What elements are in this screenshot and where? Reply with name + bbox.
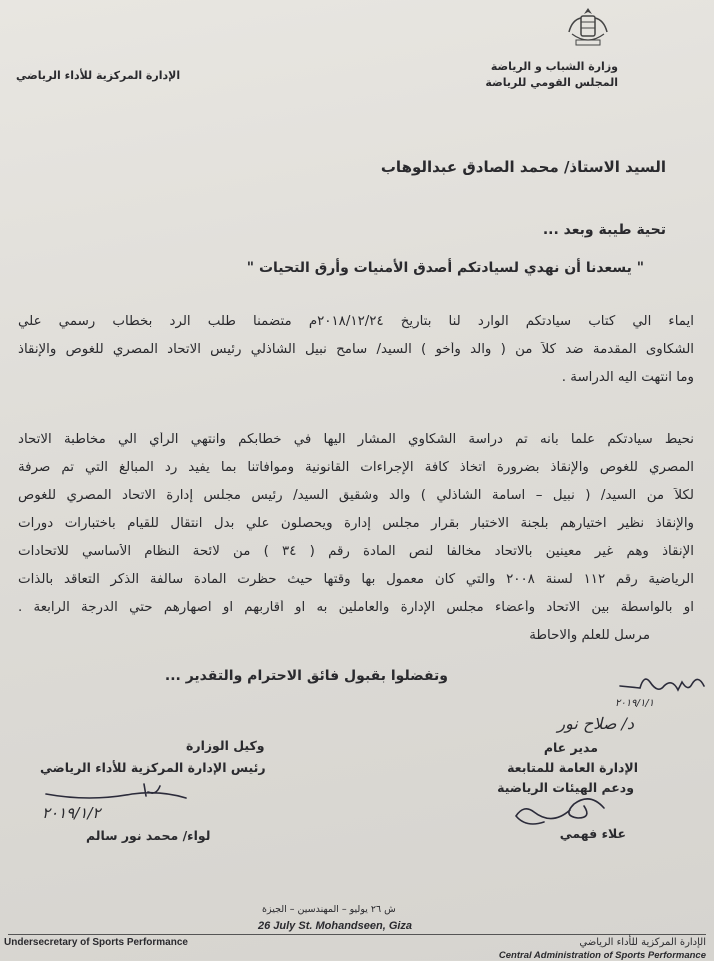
para2-line: او بالواسطة بين الاتحاد وأعضاء مجلس الإدارة والعاملين به او أقاربهم او اصهارهم حتي الدرجة الرابعة .: [18, 600, 694, 615]
closing-line: وتفضلوا بقبول فائق الاحترام والتقدير ...: [164, 668, 448, 684]
eagle-emblem-icon: [566, 4, 610, 58]
footer-divider: [8, 934, 706, 935]
para2-line: الإنقاذ وهم غير معينين بالاتحاد مخالفاً لنص المادة رقم ( ٣٤ ) من لائحة النظام الأساسي للاتحادات: [18, 544, 694, 559]
header-council: المجلس القومي للرياضة: [485, 76, 618, 89]
left-title-2: رئيس الإدارة المركزية للأداء الرياضي: [40, 760, 266, 775]
addressee: السيد الاستاذ/ محمد الصادق عبدالوهاب: [380, 158, 666, 176]
para1-line: الشكاوى المقدمة ضد كلاً من ( والد وأخو ) السيد/ سامح نبيل الشاذلي رئيس الاتحاد المصري للغوص والإنقاذ: [18, 342, 694, 357]
left-signer-name: لواء/ محمد نور سالم: [86, 828, 211, 843]
footer-address-ar: ش ٢٦ يوليو – المهندسين – الجيزة: [262, 904, 396, 915]
footer-right-en: Central Administration of Sports Performance: [498, 950, 706, 961]
footer-address-en: 26 July St. Mohandseen, Giza: [258, 920, 413, 932]
para2-line: والإنقاذ نظير اختيارهم بلجنة الاختبار بقرار مجلس إدارة ويحصلون علي بدل انتقال للقيام باختبارات دورات: [18, 516, 694, 531]
para2-line: لكلاً من السيد/ ( نبيل – اسامة الشاذلي ) والد وشقيق السيد/ رئيس مجلس إدارة الاتحاد المصري للغوص: [18, 488, 694, 503]
handwritten-name-right: د/ صلاح نور: [557, 714, 634, 733]
left-signature-scribble-icon: [40, 778, 190, 806]
right-title-3: ودعم الهيئات الرياضية: [497, 780, 634, 795]
footer-right-ar: الإدارة المركزية للأداء الرياضي: [579, 937, 706, 948]
greeting: تحية طيبة وبعد ...: [542, 222, 666, 238]
wishes-line: " يسعدنا أن نهدي لسيادتكم أصدق الأمنيات وأرق التحيات ": [246, 260, 644, 276]
footer-left-en: Undersecretary of Sports Performance: [4, 937, 188, 948]
para1-line: ايماء الي كتاب سيادتكم الوارد لنا بتاريخ ٢٠١٨/١٢/٢٤م متضمناً طلب الرد بخطاب رسمي علي: [18, 314, 694, 329]
header-ministry: وزارة الشباب و الرياضة: [490, 60, 618, 73]
left-title-1: وكيل الوزارة: [186, 738, 265, 753]
right-signer-name: علاء فهمي: [559, 826, 626, 841]
handwritten-date-right: ٢٠١٩/١/١: [615, 698, 654, 709]
handwritten-signature-icon: [600, 660, 710, 700]
sent-for-info: مرسل للعلم والاحاطة: [529, 628, 650, 643]
para2-line: المصري للغوص والإنقاذ بضرورة اتخاذ كافة الإجراءات القانونية وموافاتنا بما يفيد رد المبالغ التي تم صرفة: [18, 460, 694, 475]
right-title-1: مدير عام: [543, 740, 598, 755]
header-left-admin: الإدارة المركزية للأداء الرياضي: [16, 69, 181, 82]
para2-line: الرياضية رقم ١١٢ لسنة ٢٠٠٨ والتي كان معمول بها وقتها حيث حظرت المادة سالفة الذكر التعاقد بالذات: [18, 572, 694, 587]
right-title-2: الإدارة العامة للمتابعة: [507, 760, 638, 775]
para1-line: وما انتهت اليه الدراسة .: [561, 370, 694, 385]
para2-line: نحيط سيادتكم علماً بانه تم دراسة الشكاوي المشار اليها في خطابكم وانتهي الرأي الي مخاطبة الاتحاد: [18, 432, 694, 447]
left-signature-date: ٢٠١٩/١/٢: [42, 804, 101, 822]
